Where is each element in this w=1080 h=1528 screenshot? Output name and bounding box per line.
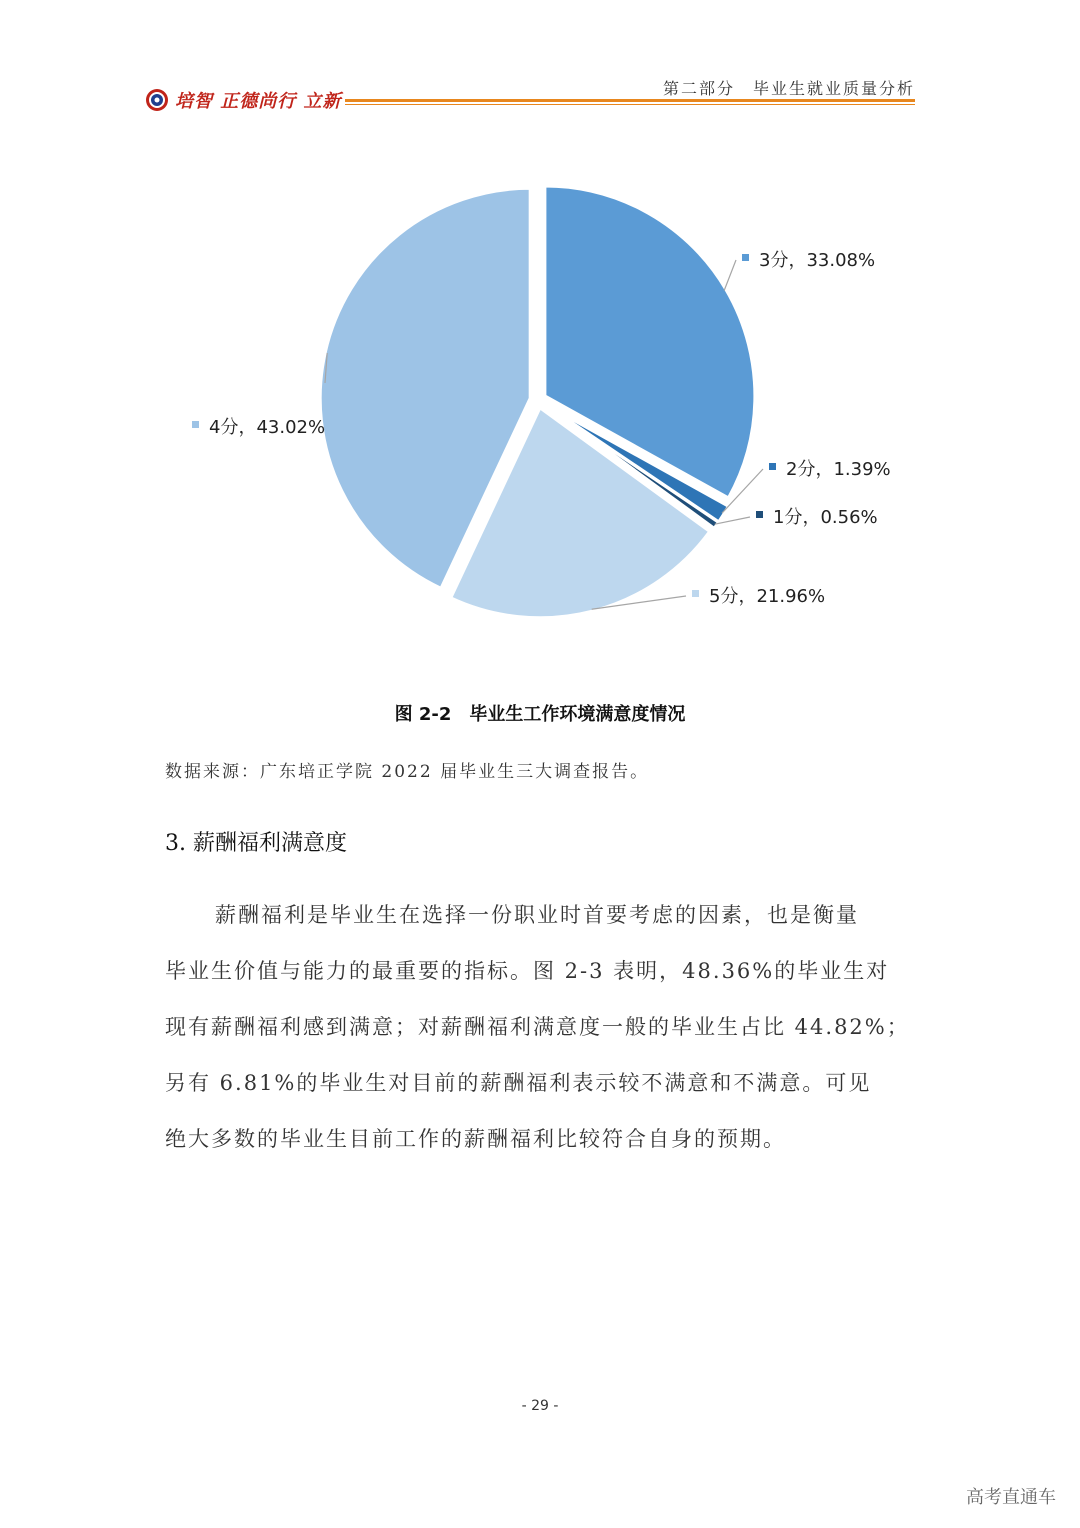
- body-paragraph: [165, 893, 917, 1173]
- page-number: - 29 -: [521, 1398, 559, 1414]
- header-rule: [345, 99, 915, 102]
- data-source: 数据来源：广东培正学院 2022 届毕业生三大调查报告。: [165, 762, 650, 782]
- label-marker: [692, 590, 699, 597]
- leader-line: [724, 260, 736, 290]
- school-emblem-icon: [145, 88, 169, 112]
- header-rule-thin: [345, 104, 915, 105]
- data-label: 3分，33.08%: [759, 250, 876, 271]
- figure-caption: 图 2-2 毕业生工作环境满意度情况: [394, 704, 686, 725]
- label-marker: [192, 421, 199, 428]
- paragraph-line: 毕业生价值与能力的最重要的指标。图 2-3 表明，48.36%的毕业生对: [165, 959, 890, 983]
- label-marker: [742, 254, 749, 261]
- paragraph-line: 薪酬福利是毕业生在选择一份职业时首要考虑的因素，也是衡量: [215, 903, 859, 927]
- section-heading: 3. 薪酬福利满意度: [165, 831, 347, 856]
- data-label: 1分，0.56%: [773, 507, 878, 528]
- paragraph-line: 另有 6.81%的毕业生对目前的薪酬福利表示较不满意和不满意。可见: [165, 1071, 872, 1095]
- paragraph-line: 绝大多数的毕业生目前工作的薪酬福利比较符合自身的预期。: [165, 1127, 786, 1151]
- section-title: 第二部分 毕业生就业质量分析: [662, 79, 915, 98]
- data-label: 2分，1.39%: [786, 459, 891, 480]
- satisfaction-pie-chart: [165, 170, 925, 640]
- page-header: [145, 72, 915, 112]
- watermark: 高考直通车: [966, 1487, 1056, 1508]
- data-label: 4分，43.02%: [209, 417, 326, 438]
- data-label: 5分，21.96%: [709, 586, 826, 607]
- school-motto: 培智 正德尚行 立新: [175, 91, 342, 112]
- paragraph-line: 现有薪酬福利感到满意；对薪酬福利满意度一般的毕业生占比 44.82%；: [165, 1015, 910, 1039]
- school-logo: [145, 86, 342, 114]
- pie-svg: [165, 170, 925, 640]
- label-marker: [769, 463, 776, 470]
- label-marker: [756, 511, 763, 518]
